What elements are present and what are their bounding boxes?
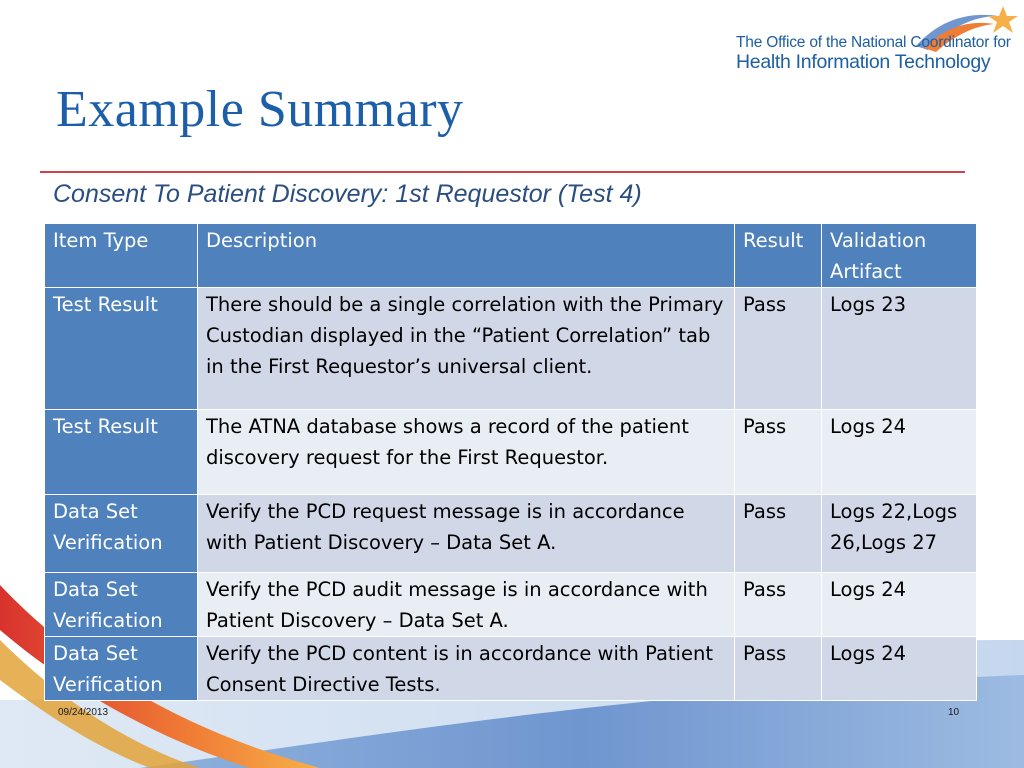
page-number: 10 <box>948 707 960 718</box>
table-header-row <box>45 224 977 288</box>
result-cell: Pass <box>735 288 822 410</box>
description-cell: There should be a single correlation with the Primary Custodian displayed in the “Patient Correlation” tab in the First Requestor’s universal client. <box>198 288 735 410</box>
description-cell: Verify the PCD audit message is in accordance with Patient Discovery – Data Set A. <box>198 573 735 637</box>
description-cell: The ATNA database shows a record of the patient discovery request for the First Requestor. <box>198 410 735 495</box>
footer-date: 09/24/2013 <box>58 707 109 718</box>
artifact-cell: Logs 24 <box>822 637 977 701</box>
description-cell: Verify the PCD request message is in accordance with Patient Discovery – Data Set A. <box>198 495 735 573</box>
item-type-cell: Data Set Verification <box>45 495 198 573</box>
header-description: Description <box>198 224 735 288</box>
table-row <box>45 495 977 573</box>
onc-logo <box>736 6 1024 76</box>
header-validation-artifact: Validation Artifact <box>822 224 977 288</box>
table-row <box>45 637 977 701</box>
title-divider <box>40 171 965 173</box>
artifact-cell: Logs 23 <box>822 288 977 410</box>
slide-title: Example Summary <box>56 81 464 138</box>
item-type-cell: Test Result <box>45 410 198 495</box>
slide-subtitle: Consent To Patient Discovery: 1st Requestor (Test 4) <box>53 180 642 208</box>
result-cell: Pass <box>735 495 822 573</box>
header-result: Result <box>735 224 822 288</box>
description-cell: Verify the PCD content is in accordance with Patient Consent Directive Tests. <box>198 637 735 701</box>
artifact-cell: Logs 24 <box>822 573 977 637</box>
table-row <box>45 573 977 637</box>
result-cell: Pass <box>735 573 822 637</box>
artifact-cell: Logs 22,Logs 26,Logs 27 <box>822 495 977 573</box>
header-item-type: Item Type <box>45 224 198 288</box>
logo-line-1: The Office of the National Coordinator for <box>736 34 1011 51</box>
logo-line-2: Health Information Technology <box>736 51 991 73</box>
item-type-cell: Data Set Verification <box>45 573 198 637</box>
table-row <box>45 288 977 410</box>
item-type-cell: Data Set Verification <box>45 637 198 701</box>
table-row <box>45 410 977 495</box>
result-cell: Pass <box>735 410 822 495</box>
summary-table <box>44 223 977 701</box>
result-cell: Pass <box>735 637 822 701</box>
artifact-cell: Logs 24 <box>822 410 977 495</box>
item-type-cell: Test Result <box>45 288 198 410</box>
